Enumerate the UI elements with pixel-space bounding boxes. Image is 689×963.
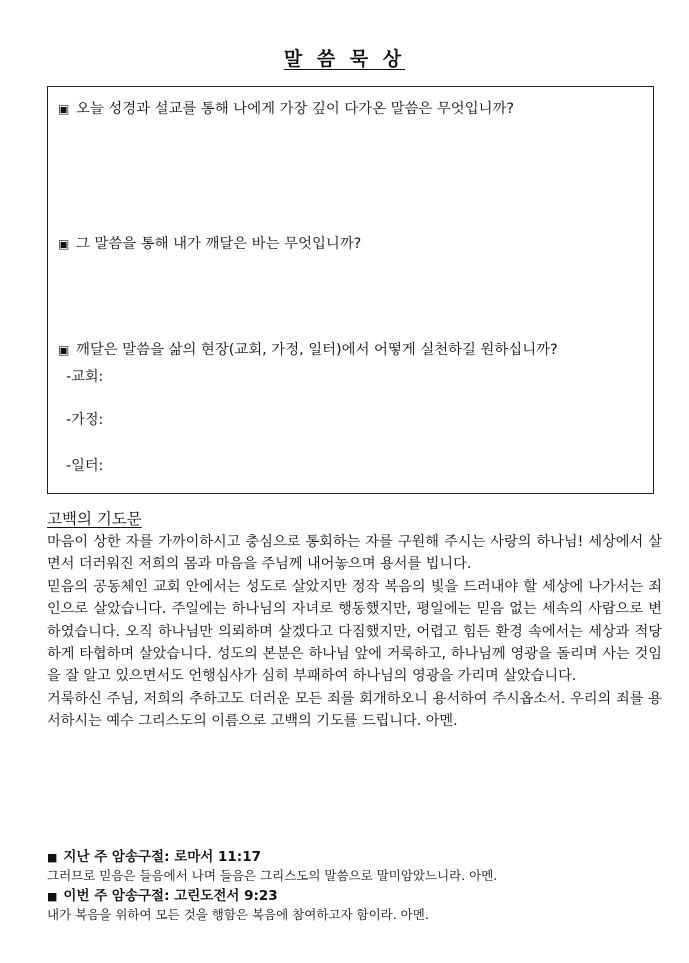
- work-label: -일터:: [66, 458, 104, 474]
- question-3-text: 깨달은 말씀을 삶의 현장(교회, 가정, 일터)에서 어떻게 실천하길 원하십니까?: [76, 342, 558, 358]
- prayer-body: [47, 531, 662, 733]
- memory-verse-section: [47, 848, 667, 926]
- last-week-verse-heading: [47, 848, 667, 867]
- question-3: [58, 338, 558, 359]
- church-label: -교회:: [66, 369, 104, 385]
- question-2-text: 그 말씀을 통해 내가 깨달은 바는 무엇입니까?: [76, 236, 362, 252]
- home-label: -가정:: [66, 412, 104, 428]
- meditation-box: [47, 86, 654, 494]
- square-bullet-icon: ▣: [58, 237, 70, 251]
- prayer-paragraph: 마음이 상한 자를 가까이하시고 충심으로 통회하는 자를 구원해 주시는 사랑의 하나님! 세상에서 살면서 더러워진 저희의 몸과 마음을 주님께 내어놓으며 용서를 빕니다.: [47, 534, 662, 573]
- this-week-verse-heading: [47, 887, 667, 906]
- question-1-text: 오늘 성경과 설교를 통해 나에게 가장 깊이 다가온 말씀은 무엇입니까?: [76, 101, 515, 117]
- this-week-verse-label: 이번 주 암송구절: 고린도전서 9:23: [63, 888, 278, 904]
- page-title: 말 씀 묵 상: [283, 48, 406, 70]
- question-2: [58, 232, 361, 253]
- question-1: [58, 97, 514, 118]
- prayer-heading: 고백의 기도문: [47, 510, 142, 528]
- prayer-paragraph: 거룩하신 주님, 저희의 추하고도 더러운 모든 죄를 회개하오니 용서하여 주시옵소서. 우리의 죄를 용서하시는 예수 그리스도의 이름으로 고백의 기도를 드립니다. 아멘.: [47, 690, 662, 730]
- prayer-paragraph: 믿음의 공동체인 교회 안에서는 성도로 살았지만 정작 복음의 빛을 드러내야 할 세상에 나가서는 죄인으로 살았습니다. 주일에는 하나님의 자녀로 행동했지만, 평일에는 믿음 없는 세속의 사람으로 변하였습니다. 오직 하나님만 의뢰하며 살겠다고 다짐했지만, 어렵고 힘든 환경 속에서는 세상과 적당하게 타협하며 살았습니다. 성도의 본분은 하나님 앞에 거룩하고, 하나님께 영광을 돌리며 사는 것임을 잘 알고 있으면서도 언행심사가 심히 부패하여 하나님의 영광을 가리며 살았습니다.: [47, 578, 662, 685]
- last-week-verse-label: 지난 주 암송구절: 로마서 11:17: [63, 849, 261, 865]
- black-square-icon: ■: [47, 890, 58, 903]
- last-week-verse-text: 그러므로 믿음은 들음에서 나며 들음은 그리스도의 말씀으로 말미암았느니라. 아멘.: [47, 868, 498, 883]
- square-bullet-icon: ▣: [58, 343, 70, 357]
- square-bullet-icon: ▣: [58, 102, 70, 116]
- black-square-icon: ■: [47, 851, 58, 864]
- this-week-verse-text: 내가 복음을 위하여 모든 것을 행함은 복음에 참여하고자 함이라. 아멘.: [47, 907, 429, 922]
